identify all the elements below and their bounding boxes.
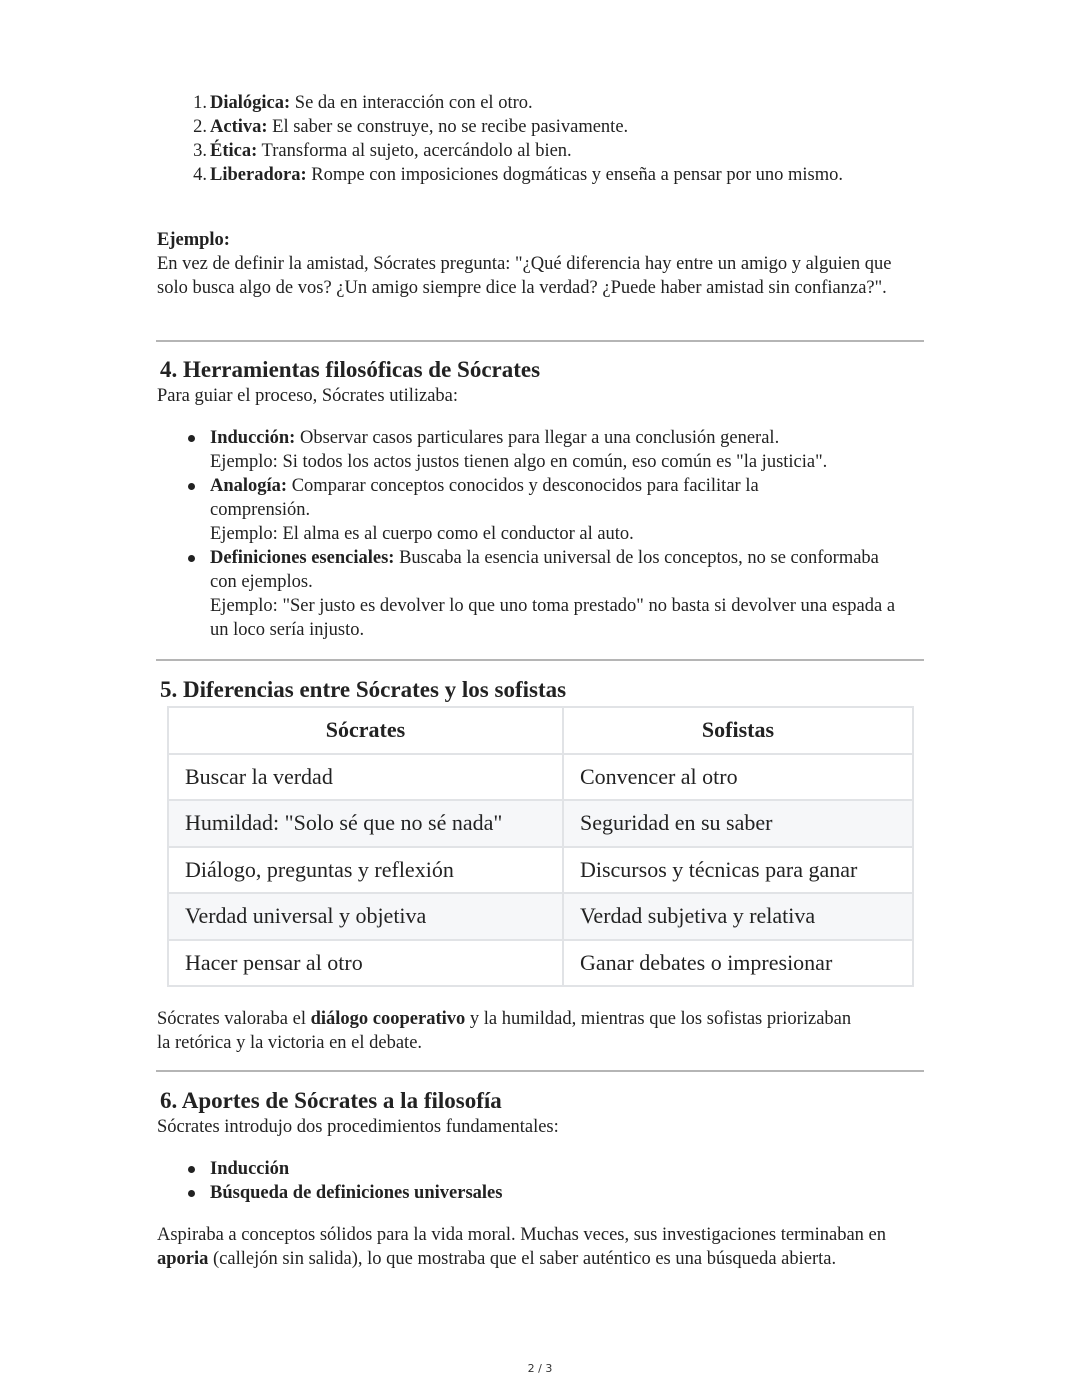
item-term: Liberadora: xyxy=(210,165,307,185)
characteristics-list xyxy=(157,91,927,187)
section-5-summary xyxy=(157,1007,857,1055)
item-text: El saber se construye, no se recibe pasivamente. xyxy=(267,117,629,137)
list-item xyxy=(157,163,877,187)
bullet-icon xyxy=(188,1190,195,1197)
list-item xyxy=(157,91,927,115)
bullet-icon xyxy=(188,1166,195,1173)
list-item xyxy=(157,115,927,139)
section-intro: Para guiar el proceso, Sócrates utilizaba: xyxy=(157,386,459,406)
emphasis: aporia xyxy=(157,1249,209,1269)
comparison-table xyxy=(167,706,914,987)
example-label: Ejemplo: xyxy=(157,230,230,250)
item-example: Ejemplo: El alma es al cuerpo como el conductor al auto. xyxy=(210,524,634,544)
bullet-icon xyxy=(188,435,195,442)
table-cell: Diálogo, preguntas y reflexión xyxy=(168,847,563,894)
text: Aspiraba a conceptos sólidos para la vida moral. Muchas veces, sus investigaciones terminaban en xyxy=(157,1225,886,1245)
list-item xyxy=(157,139,927,163)
item-text: Se da en interacción con el otro. xyxy=(290,93,533,113)
table-cell: Humildad: "Solo sé que no sé nada" xyxy=(168,800,563,847)
item-term: Ética: xyxy=(210,141,258,161)
item-text: Comparar conceptos conocidos y desconocidos para facilitar la comprensión. xyxy=(210,476,759,520)
section-5 xyxy=(157,676,927,704)
emphasis: diálogo cooperativo xyxy=(310,1009,466,1029)
table-cell: Convencer al otro xyxy=(563,754,913,801)
table-row xyxy=(168,893,913,940)
example-text: En vez de definir la amistad, Sócrates pregunta: "¿Qué diferencia hay entre un amigo y alguien que solo busca algo de vos? ¿Un amigo siempre dice la verdad? ¿Puede haber amistad sin confianza?". xyxy=(157,254,892,298)
divider xyxy=(156,1070,924,1072)
list-item xyxy=(157,474,847,546)
section-6 xyxy=(157,1087,927,1271)
list-item xyxy=(157,546,905,642)
section-title: 5. Diferencias entre Sócrates y los sofistas xyxy=(160,677,567,702)
bullet-icon xyxy=(188,555,195,562)
item-term: Definiciones esenciales: xyxy=(210,548,395,568)
item-text: Buscaba la esencia universal de los conceptos, no se conformaba con ejemplos. xyxy=(210,548,879,592)
list-item xyxy=(157,426,907,474)
text: Sócrates valoraba el xyxy=(157,1009,311,1029)
table-row xyxy=(168,800,913,847)
table-cell: Verdad subjetiva y relativa xyxy=(563,893,913,940)
column-header: Sócrates xyxy=(168,707,563,754)
item-number: 3. xyxy=(193,141,207,161)
table-row xyxy=(168,847,913,894)
section-intro: Sócrates introdujo dos procedimientos fundamentales: xyxy=(157,1117,559,1137)
table-cell: Buscar la verdad xyxy=(168,754,563,801)
section-6-summary xyxy=(157,1223,912,1271)
table-header-row xyxy=(168,707,913,754)
text: (callejón sin salida), lo que mostraba que el saber auténtico es una búsqueda abierta. xyxy=(208,1249,837,1269)
item-number: 4. xyxy=(193,165,207,185)
table-row xyxy=(168,754,913,801)
column-header: Sofistas xyxy=(563,707,913,754)
item-number: 2. xyxy=(193,117,207,137)
item-term: Analogía: xyxy=(210,476,288,496)
list-item xyxy=(157,1181,927,1205)
item-term: Dialógica: xyxy=(210,93,291,113)
table-cell: Ganar debates o impresionar xyxy=(563,940,913,987)
table-cell: Seguridad en su saber xyxy=(563,800,913,847)
table-cell: Verdad universal y objetiva xyxy=(168,893,563,940)
list-item xyxy=(157,1157,927,1181)
section-title: 6. Aportes de Sócrates a la filosofía xyxy=(160,1088,502,1113)
text: y la humildad, mientras que los sofistas priorizaban la retórica y la victoria en el debate. xyxy=(157,1009,852,1053)
item-text: Rompe con imposiciones dogmáticas y enseña a pensar por uno mismo. xyxy=(306,165,844,185)
item-term: Activa: xyxy=(210,117,268,137)
divider xyxy=(156,340,924,342)
table-cell: Discursos y técnicas para ganar xyxy=(563,847,913,894)
item-term: Inducción: xyxy=(210,428,296,448)
item-text: Observar casos particulares para llegar a una conclusión general. xyxy=(295,428,780,448)
table-cell: Hacer pensar al otro xyxy=(168,940,563,987)
bullet-icon xyxy=(188,483,195,490)
item-number: 1. xyxy=(193,93,207,113)
table-row xyxy=(168,940,913,987)
item-example: Ejemplo: "Ser justo es devolver lo que uno toma prestado" no basta si devolver una espada a un loco sería injusto. xyxy=(210,596,896,640)
page-number: 2 / 3 xyxy=(527,1362,553,1375)
example-block xyxy=(157,228,892,300)
item-term: Búsqueda de definiciones universales xyxy=(210,1183,503,1203)
section-title: 4. Herramientas filosóficas de Sócrates xyxy=(160,357,541,382)
item-text: Transforma al sujeto, acercándolo al bien. xyxy=(257,141,572,161)
item-term: Inducción xyxy=(210,1159,290,1179)
divider xyxy=(156,659,924,661)
item-example: Ejemplo: Si todos los actos justos tienen algo en común, eso común es "la justicia". xyxy=(210,452,828,472)
section-4 xyxy=(157,356,927,642)
